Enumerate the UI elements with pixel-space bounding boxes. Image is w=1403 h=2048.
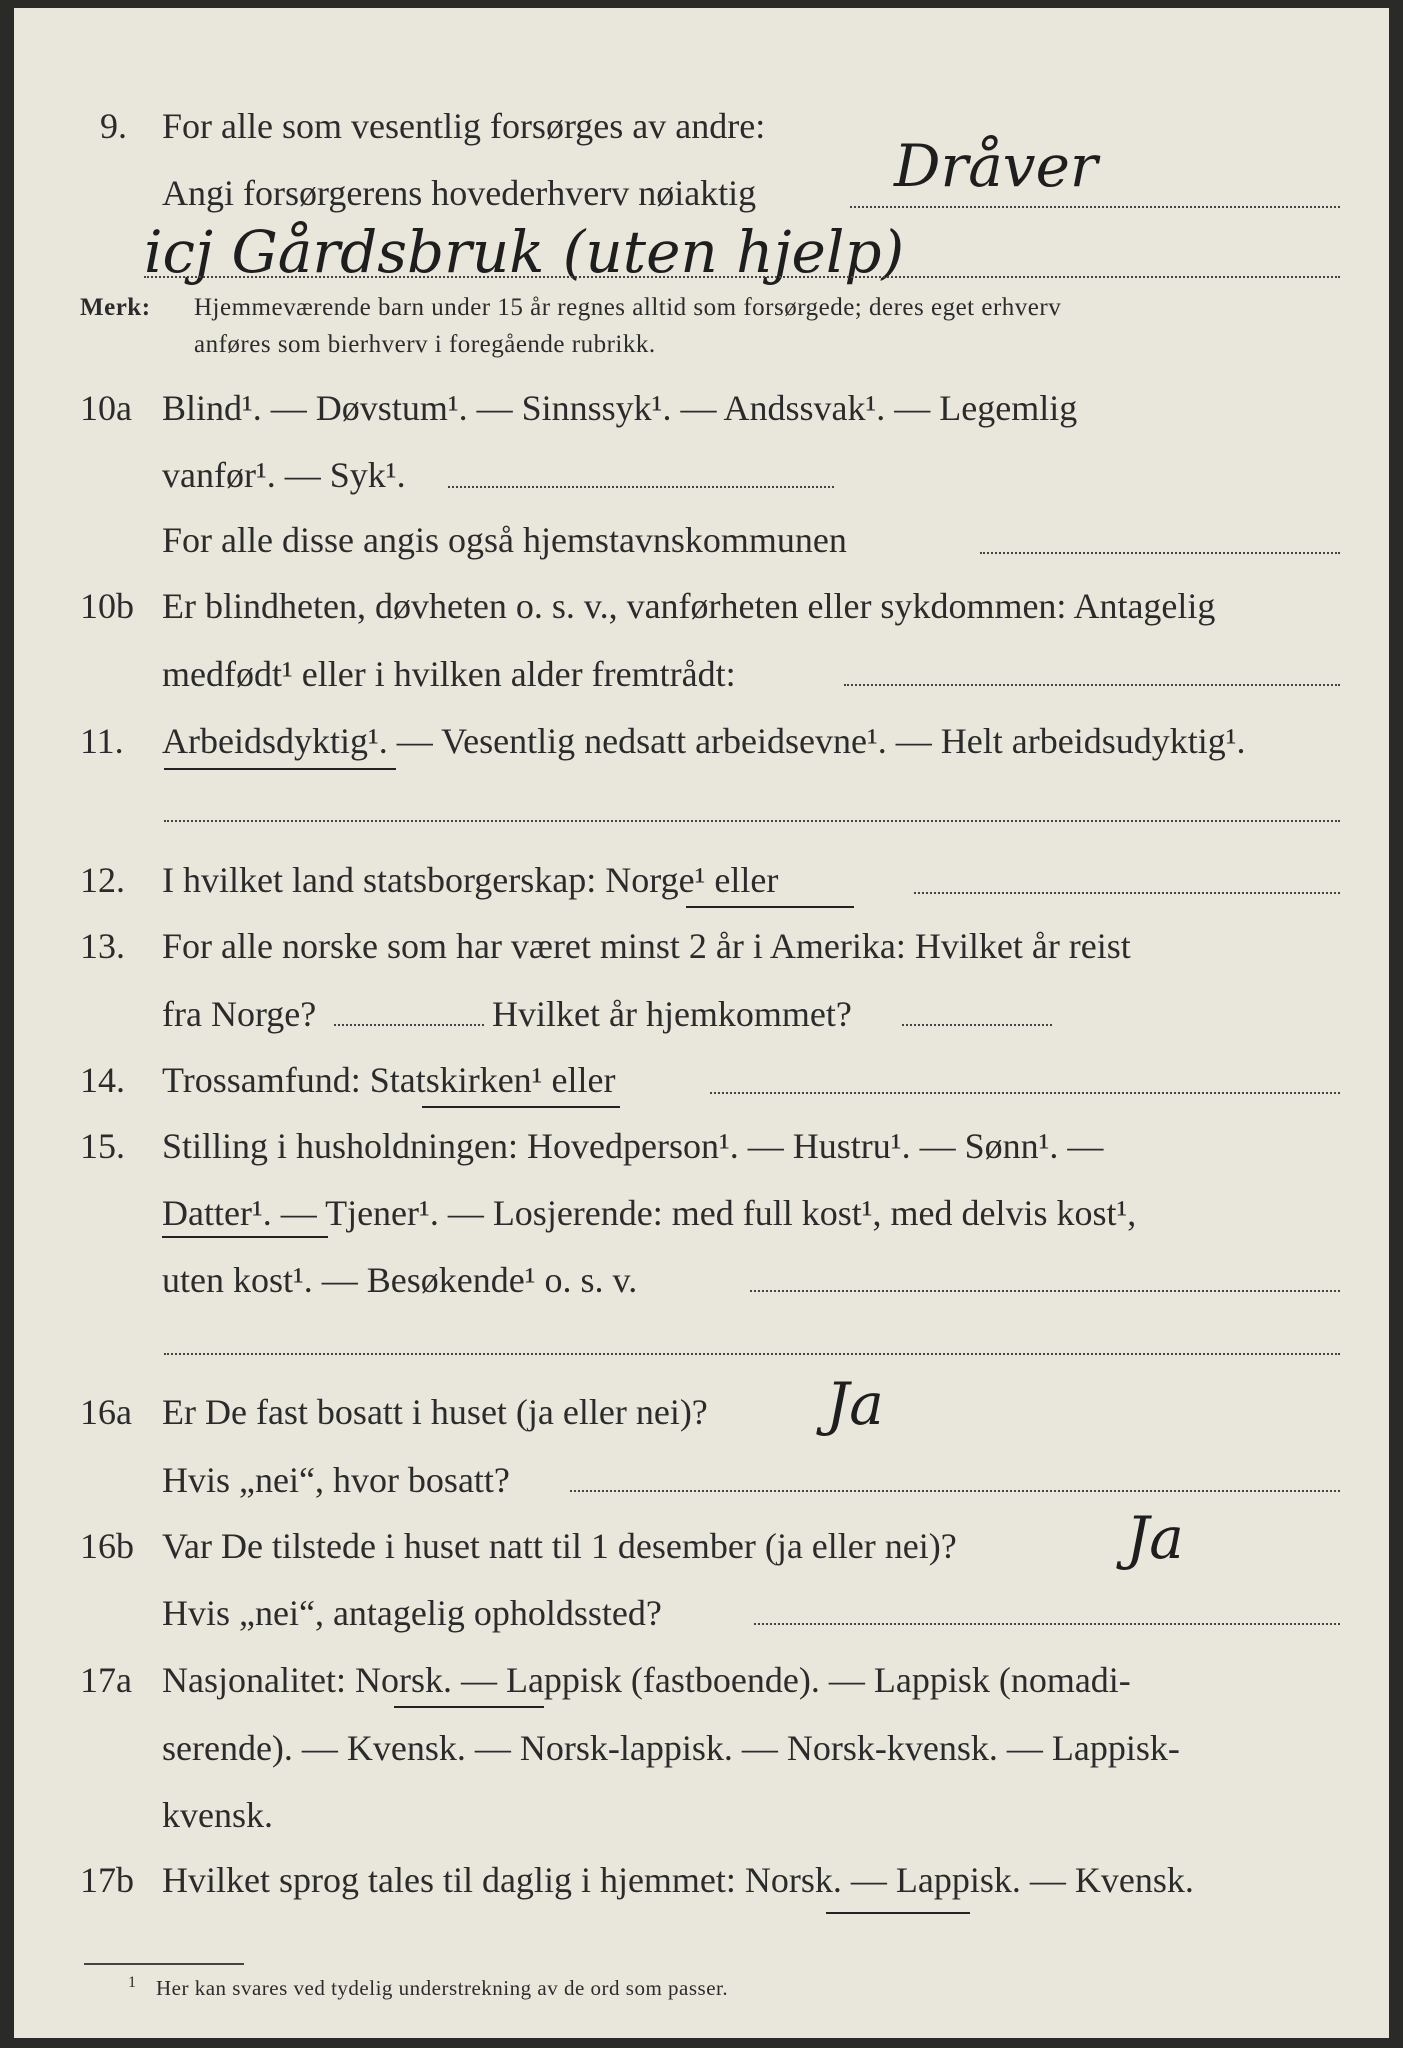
footnote-rule (84, 1963, 244, 1965)
q15-underline-datter (162, 1236, 328, 1238)
q15-line-2: Datter¹. — Tjener¹. — Losjerende: med full kost¹, med delvis kost¹, (162, 1193, 1137, 1233)
q17a-line-2: serende). — Kvensk. — Norsk-lappisk. — Norsk-kvensk. — Lappisk- (162, 1728, 1180, 1768)
q16a-line-2: Hvis „nei“, hvor bosatt? (162, 1460, 510, 1500)
q16b-number: 16b (80, 1526, 134, 1566)
q10b-answer-dots (844, 684, 1340, 686)
q11-underline-arbeidsdyktig (164, 768, 396, 770)
q11-number: 11. (80, 721, 124, 761)
q10a-answer-dots-1 (448, 486, 834, 488)
q17b-number: 17b (80, 1860, 134, 1900)
q13-line-2a: fra Norge? (162, 994, 317, 1034)
q17a-number: 17a (80, 1660, 132, 1700)
q15-line-1: Stilling i husholdningen: Hovedperson¹. — Hustru¹. — Sønn¹. — (162, 1126, 1104, 1166)
q12-number: 12. (80, 860, 125, 900)
merk-line-1: Hjemmeværende barn under 15 år regnes alltid som forsørgede; deres eget erhverv (194, 294, 1062, 321)
q13-number: 13. (80, 926, 125, 966)
q17a-underline-norsk (394, 1706, 544, 1708)
q10a-line-1: Blind¹. — Døvstum¹. — Sinnssyk¹. — Andssvak¹. — Legemlig (162, 388, 1078, 428)
q9-answer-dots-2 (144, 276, 1340, 278)
census-form-page (14, 8, 1389, 2038)
q14-underline-statskirken (422, 1106, 620, 1108)
q16b-line-2: Hvis „nei“, antagelig opholdssted? (162, 1593, 662, 1633)
q14-answer-dots (710, 1092, 1340, 1094)
q9-line-1: For alle som vesentlig forsørges av andre: (162, 106, 766, 146)
q10a-answer-dots-2 (980, 552, 1340, 554)
q11-answer-dots (164, 820, 1340, 822)
q15-number: 15. (80, 1126, 125, 1166)
q17a-line-3: kvensk. (162, 1795, 273, 1835)
q10b-line-1: Er blindheten, døvheten o. s. v., vanførheten eller sykdommen: Antagelig (162, 586, 1216, 626)
q12-line-1: I hvilket land statsborgerskap: Norge¹ eller (162, 860, 779, 900)
q9-answer-dots-1 (850, 206, 1340, 208)
q16b-answer-dots (754, 1623, 1340, 1625)
q16a-answer-dots (570, 1490, 1340, 1492)
q9-number: 9. (100, 106, 127, 146)
q9-handwritten-1: Dråver (894, 132, 1098, 200)
q10b-line-2: medfødt¹ eller i hvilken alder fremtrådt: (162, 654, 736, 694)
q16a-number: 16a (80, 1392, 132, 1432)
q15-answer-dots-2 (164, 1353, 1340, 1355)
q17b-underline-norsk (826, 1912, 970, 1914)
q13-line-1: For alle norske som har været minst 2 år i Amerika: Hvilket år reist (162, 926, 1131, 966)
q10a-line-3: For alle disse angis også hjemstavnskommunen (162, 520, 847, 560)
q12-answer-dots (914, 892, 1340, 894)
q13-line-2b: Hvilket år hjemkommet? (492, 994, 852, 1034)
q12-underline-norge (686, 906, 854, 908)
merk-line-2: anføres som bierhverv i foregående rubrikk. (194, 331, 656, 358)
footnote-mark: 1 (128, 1974, 136, 1991)
q9-line-2: Angi forsørgerens hovederhverv nøiaktig (162, 173, 757, 213)
footnote-text: Her kan svares ved tydelig understrekning av de ord som passer. (156, 1976, 729, 2000)
q10b-number: 10b (80, 586, 134, 626)
q10a-number: 10a (80, 388, 132, 428)
q15-line-3: uten kost¹. — Besøkende¹ o. s. v. (162, 1260, 638, 1300)
q17b-line-1: Hvilket sprog tales til daglig i hjemmet: Norsk. — Lappisk. — Kvensk. (162, 1860, 1194, 1900)
q13-answer-dots-1 (334, 1024, 484, 1026)
q14-number: 14. (80, 1060, 125, 1100)
q16b-handwritten-answer: Ja (1126, 1504, 1184, 1572)
q16a-handwritten-answer: Ja (826, 1370, 884, 1438)
q10a-line-2: vanfør¹. — Syk¹. (162, 455, 406, 495)
q13-answer-dots-2 (902, 1024, 1052, 1026)
q15-answer-dots-1 (750, 1290, 1340, 1292)
merk-label: Merk: (80, 294, 151, 321)
q17a-line-1: Nasjonalitet: Norsk. — Lappisk (fastboende). — Lappisk (nomadi- (162, 1660, 1131, 1700)
q14-line-1: Trossamfund: Statskirken¹ eller (162, 1060, 616, 1100)
q9-handwritten-2: icj Gårdsbruk (uten hjelp) (144, 218, 905, 286)
q16a-line-1: Er De fast bosatt i huset (ja eller nei)? (162, 1392, 708, 1432)
q16b-line-1: Var De tilstede i huset natt til 1 desember (ja eller nei)? (162, 1526, 957, 1566)
q11-line-1: Arbeidsdyktig¹. — Vesentlig nedsatt arbeidsevne¹. — Helt arbeidsudyktig¹. (162, 721, 1246, 761)
